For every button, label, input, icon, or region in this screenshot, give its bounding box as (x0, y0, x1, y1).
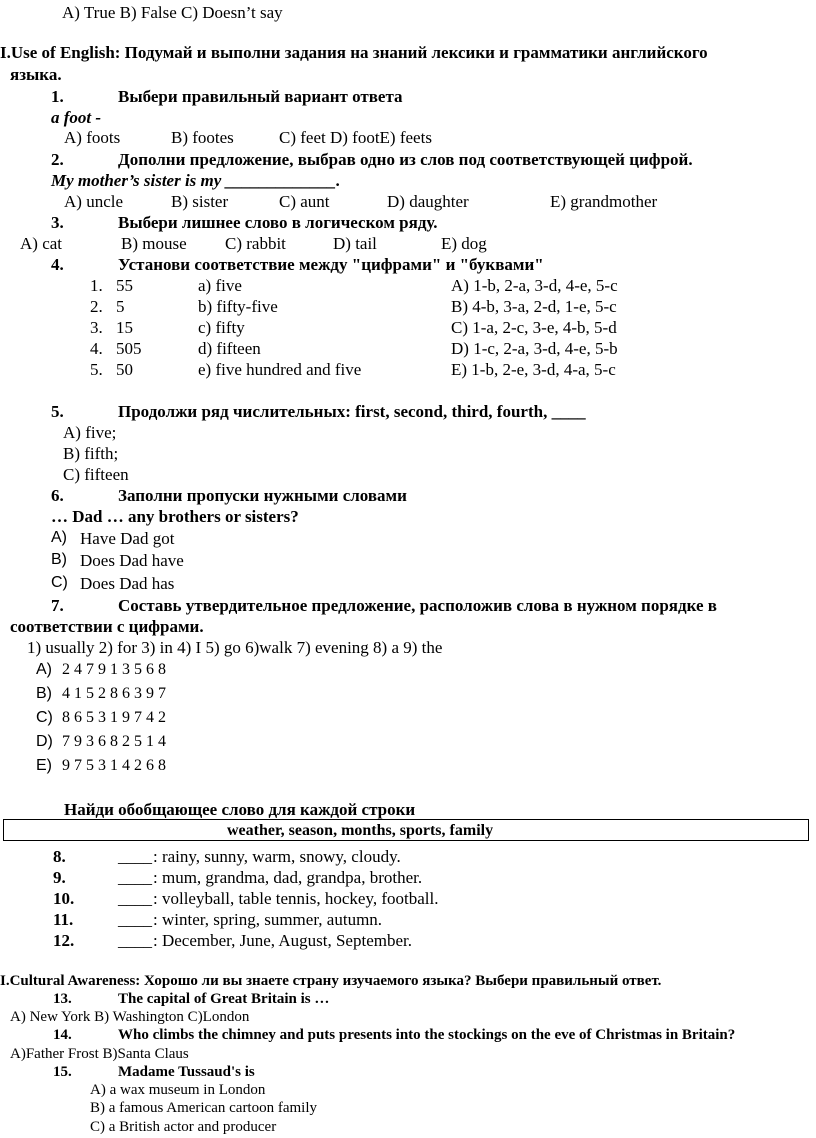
q14-options[interactable]: A)Father Frost B)Santa Claus (10, 1046, 189, 1062)
q5-text: Продолжи ряд числительных: first, second, third, fourth, ____ (118, 402, 586, 421)
q15-number: 15. (53, 1064, 72, 1080)
q4-row-index: 5. (90, 360, 103, 379)
q5-number: 5. (51, 402, 64, 421)
q15-option[interactable]: C) a British actor and producer (90, 1119, 277, 1135)
q1-option[interactable]: A) foots (64, 128, 121, 147)
item-blank[interactable]: ____ (118, 889, 152, 908)
q4-answer-option[interactable]: B) 4-b, 3-a, 2-d, 1-e, 5-c (451, 297, 617, 316)
q5-option[interactable]: B) fifth; (63, 444, 119, 463)
item-text: : volleyball, table tennis, hockey, football. (153, 889, 439, 908)
item-blank[interactable]: ____ (118, 868, 152, 887)
q4-row-index: 3. (90, 318, 103, 337)
q15-option[interactable]: B) a famous American cartoon family (90, 1100, 318, 1116)
top-options: A) True B) False C) Doesn’t say (62, 3, 283, 22)
q6-number: 6. (51, 486, 64, 505)
q4-row-word: c) fifty (198, 318, 245, 337)
q1-option[interactable]: B) footes (171, 128, 234, 147)
q1-option[interactable]: C) feet D) footE) feets (279, 128, 432, 147)
q3-option[interactable]: D) tail (333, 234, 377, 253)
q3-number: 3. (51, 213, 64, 232)
q13-options[interactable]: A) New York B) Washington C)London (10, 1009, 250, 1025)
q3-text: Выбери лишнее слово в логическом ряду. (118, 213, 438, 232)
q6-option-letter[interactable]: A) (51, 529, 67, 546)
q2-option[interactable]: B) sister (171, 192, 229, 211)
item-text: : rainy, sunny, warm, snowy, cloudy. (153, 847, 401, 866)
q14-number: 14. (53, 1027, 72, 1043)
q6-option-letter[interactable]: C) (51, 574, 68, 591)
q7-option-letter[interactable]: B) (36, 685, 52, 702)
item-number: 9. (53, 868, 66, 887)
q4-row-number: 55 (116, 276, 133, 295)
q1-number: 1. (51, 87, 64, 106)
q4-row-word: b) fifty-five (198, 297, 278, 316)
q4-row-number: 50 (116, 360, 133, 379)
q4-row-index: 4. (90, 339, 103, 358)
q7-text: Составь утвердительное предложение, расположив слова в нужном порядке в (118, 596, 717, 615)
q5-option[interactable]: A) five; (63, 423, 117, 442)
q13-number: 13. (53, 991, 72, 1007)
q1-prompt: a foot - (51, 108, 102, 127)
q2-number: 2. (51, 150, 64, 169)
item-blank[interactable]: ____ (118, 931, 152, 950)
q4-row-number: 5 (116, 297, 125, 316)
q2-option[interactable]: D) daughter (387, 192, 469, 211)
q6-option-letter[interactable]: B) (51, 551, 67, 568)
item-text: : December, June, August, September. (153, 931, 412, 950)
q2-option[interactable]: E) grandmother (550, 192, 658, 211)
q3-option[interactable]: A) cat (20, 234, 63, 253)
q7-option-text[interactable]: 2 4 7 9 1 3 5 6 8 (62, 661, 166, 678)
q15-option[interactable]: A) a wax museum in London (90, 1082, 266, 1098)
q6-text: Заполни пропуски нужными словами (118, 486, 407, 505)
q4-answer-option[interactable]: D) 1-c, 2-a, 3-d, 4-e, 5-b (451, 339, 618, 358)
q4-row-word: e) five hundred and five (198, 360, 362, 379)
q3-option[interactable]: B) mouse (121, 234, 187, 253)
word-bank: weather, season, months, sports, family (227, 822, 494, 839)
section2-title: I.Cultural Awareness: Хорошо ли вы знаете страну изучаемого языка? Выбери правильный ответ. (0, 973, 662, 989)
q6-prompt: … Dad … any brothers or sisters? (51, 507, 299, 526)
section-title-cont: языка. (10, 65, 62, 84)
q4-text: Установи соответствие между "цифрами" и "буквами" (118, 255, 544, 274)
q3-option[interactable]: C) rabbit (225, 234, 286, 253)
q5-option[interactable]: C) fifteen (63, 465, 129, 484)
item-number: 12. (53, 931, 75, 950)
item-number: 10. (53, 889, 75, 908)
q2-option[interactable]: A) uncle (64, 192, 124, 211)
generalize-title: Найди обобщающее слово для каждой строки (64, 800, 416, 819)
q4-row-word: a) five (198, 276, 242, 295)
item-number: 11. (53, 910, 74, 929)
q7-option-letter[interactable]: C) (36, 709, 53, 726)
q4-number: 4. (51, 255, 64, 274)
q7-word-list: 1) usually 2) for 3) in 4) I 5) go 6)walk 7) evening 8) a 9) the (27, 638, 443, 657)
q6-option-text[interactable]: Does Dad has (80, 574, 175, 593)
q7-option-letter[interactable]: E) (36, 757, 52, 774)
q7-option-text[interactable]: 7 9 3 6 8 2 5 1 4 (62, 733, 166, 750)
q2-text: Дополни предложение, выбрав одно из слов под соответствующей цифрой. (118, 150, 693, 169)
q4-row-index: 2. (90, 297, 103, 316)
q4-row-number: 505 (116, 339, 142, 358)
q1-text: Выбери правильный вариант ответа (118, 87, 403, 106)
q4-answer-option[interactable]: C) 1-a, 2-c, 3-e, 4-b, 5-d (451, 318, 617, 337)
q4-row-number: 15 (116, 318, 133, 337)
section-title: I.Use of English: Подумай и выполни задания на знаний лексики и грамматики английского (0, 43, 708, 62)
q7-option-letter[interactable]: A) (36, 661, 52, 678)
q7-option-letter[interactable]: D) (36, 733, 53, 750)
item-blank[interactable]: ____ (118, 910, 152, 929)
q13-text: The capital of Great Britain is … (118, 991, 330, 1007)
q15-text: Madame Tussaud's is (118, 1064, 255, 1080)
q7-option-text[interactable]: 4 1 5 2 8 6 3 9 7 (62, 685, 166, 702)
item-blank[interactable]: ____ (118, 847, 152, 866)
q7-number: 7. (51, 596, 64, 615)
q4-answer-option[interactable]: E) 1-b, 2-e, 3-d, 4-a, 5-c (451, 360, 616, 379)
item-text: : mum, grandma, dad, grandpa, brother. (153, 868, 423, 887)
q4-row-word: d) fifteen (198, 339, 261, 358)
q4-answer-option[interactable]: A) 1-b, 2-a, 3-d, 4-e, 5-c (451, 276, 618, 295)
q3-option[interactable]: E) dog (441, 234, 487, 253)
q6-option-text[interactable]: Have Dad got (80, 529, 175, 548)
item-number: 8. (53, 847, 66, 866)
q7-option-text[interactable]: 8 6 5 3 1 9 7 4 2 (62, 709, 166, 726)
q6-option-text[interactable]: Does Dad have (80, 551, 184, 570)
q7-option-text[interactable]: 9 7 5 3 1 4 2 6 8 (62, 757, 166, 774)
q14-text: Who climbs the chimney and puts presents into the stockings on the eve of Christmas in Britain? (118, 1027, 736, 1043)
q7-text-cont: соответствии с цифрами. (10, 617, 204, 636)
item-text: : winter, spring, summer, autumn. (153, 910, 383, 929)
q2-prompt: My mother’s sister is my _____________. (51, 171, 341, 190)
q4-row-index: 1. (90, 276, 103, 295)
q2-option[interactable]: C) aunt (279, 192, 330, 211)
